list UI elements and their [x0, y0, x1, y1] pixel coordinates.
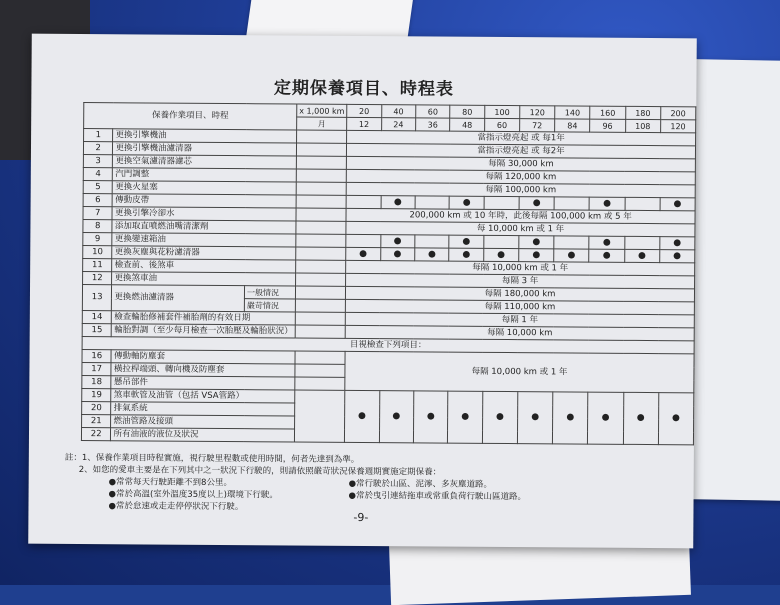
row-number: 1 — [84, 129, 114, 142]
row-interval: 200,000 km 或 10 年時，此後每隔 100,000 km 或 5 年 — [346, 208, 695, 223]
row-label: 橫拉桿端頭、轉向機及防塵套 — [111, 363, 295, 377]
row-number: 10 — [83, 246, 113, 259]
row-label: 煞車軟管及油管（包括 VSA管路） — [111, 389, 295, 403]
header-month: 84 — [555, 119, 590, 132]
schedule-dot: ● — [413, 391, 448, 443]
header-km: 180 — [625, 106, 660, 119]
row-number: 20 — [82, 402, 112, 415]
schedule-dot: ● — [380, 235, 414, 248]
note-condition: ●常於高溫(室外溫度35度以上)環境下行駛。 — [108, 489, 278, 501]
header-km: 20 — [347, 104, 381, 117]
header-month: 48 — [450, 118, 484, 131]
row-number: 16 — [82, 350, 112, 363]
row-label: 傳動軸防塵套 — [111, 350, 295, 364]
row-number: 14 — [82, 311, 112, 324]
row-label: 更換火星塞 — [113, 181, 297, 195]
row-label: 懸吊部件 — [111, 376, 295, 390]
schedule-dot: ● — [624, 249, 659, 262]
header-km: 100 — [484, 105, 519, 118]
row-number: 11 — [83, 259, 113, 272]
row-interval: 當指示燈亮起 或 每1年 — [347, 130, 696, 145]
row-number: 8 — [83, 220, 113, 233]
row-number: 15 — [82, 324, 112, 337]
schedule-dot: ● — [380, 248, 414, 261]
row-sub-label: 嚴苛情況 — [244, 299, 295, 312]
row-label: 輪胎對調（至少每月檢查一次胎壓及輪胎狀況） — [112, 324, 296, 338]
manual-page — [28, 34, 697, 549]
row-number: 6 — [83, 194, 113, 207]
row-label: 更換引擎機油 — [113, 129, 297, 143]
row-number: 7 — [83, 207, 113, 220]
row-number: 21 — [82, 415, 112, 428]
row-label: 更換燃油濾清器 — [112, 285, 245, 312]
header-km: 140 — [555, 106, 590, 119]
note-2: 2、如您的愛車主要是在下列其中之一狀況下行駛的，則請依照嚴苛狀況保養週期實施定期保養： — [78, 465, 442, 478]
header-month: 60 — [484, 118, 519, 131]
row-interval: 每 10,000 km 或 1 年 — [346, 221, 695, 236]
page-number: -9- — [353, 510, 369, 525]
note-condition: ●常於怠速或走走停停狀況下行駛。 — [108, 501, 244, 513]
schedule-dot: ● — [589, 236, 624, 249]
row-interval: 每隔 120,000 km — [346, 169, 695, 184]
schedule-dot: ● — [589, 249, 624, 262]
row-number: 2 — [83, 142, 113, 155]
header-km-unit: x 1,000 km — [297, 104, 347, 117]
row-interval: 每隔 180,000 km — [346, 286, 695, 301]
row-number: 9 — [83, 233, 113, 246]
schedule-dot: ● — [554, 249, 589, 262]
row-interval: 每隔 3 年 — [346, 273, 695, 288]
row-label: 所有油液的液位及狀況 — [111, 428, 295, 442]
row-label: 更換灰塵與花粉濾清器 — [112, 246, 296, 260]
schedule-dot: ● — [346, 247, 380, 260]
schedule-dot: ● — [658, 393, 694, 445]
row-interval: 每隔 110,000 km — [346, 299, 695, 314]
page-title: 定期保養項目、時程表 — [273, 78, 454, 100]
schedule-dot: ● — [415, 248, 449, 261]
header-km: 160 — [590, 106, 625, 119]
schedule-dot: ● — [345, 390, 380, 442]
row-label: 汽門調整 — [113, 168, 297, 182]
row-label: 更換引擎冷卻水 — [112, 207, 296, 221]
schedule-dot: ● — [519, 249, 554, 262]
row-interval: 每隔 10,000 km — [345, 325, 694, 340]
row-label: 更換煞車油 — [112, 272, 296, 286]
header-month: 120 — [660, 120, 695, 133]
row-number: 5 — [83, 181, 113, 194]
schedule-dot: ● — [660, 198, 695, 211]
schedule-dot: ● — [449, 235, 483, 248]
visual-check-heading: 目視檢查下列項目： — [82, 337, 694, 354]
row-interval: 每隔 30,000 km — [347, 156, 696, 171]
schedule-dot: ● — [519, 197, 554, 210]
row-number: 13 — [82, 285, 112, 311]
row-interval: 當指示燈亮起 或 每2年 — [347, 143, 696, 158]
header-month: 36 — [416, 118, 450, 131]
schedule-dot: ● — [660, 237, 695, 250]
header-km: 60 — [416, 105, 450, 118]
note-condition: ●常行駛於山區、泥濘、多灰塵道路。 — [348, 478, 493, 490]
background-paper-right — [686, 59, 780, 501]
note-condition: ●常於曳引連結拖車或常重負荷行駛山區道路。 — [348, 490, 527, 503]
row-number: 12 — [83, 272, 113, 285]
row-label: 更換空氣濾清器濾芯 — [113, 155, 297, 169]
row-label: 排氣系統 — [111, 402, 295, 416]
header-km: 80 — [450, 105, 484, 118]
maintenance-schedule-table — [81, 102, 696, 445]
row-number: 18 — [82, 376, 112, 389]
header-km: 40 — [381, 105, 415, 118]
row-number: 22 — [81, 428, 111, 441]
header-item-label: 保養作業項目、時程 — [84, 103, 297, 130]
row-label: 檢查輪胎修補套件補胎劑的有效日期 — [112, 311, 296, 325]
schedule-dot: ● — [449, 248, 483, 261]
row-number: 4 — [83, 168, 113, 181]
schedule-dot: ● — [483, 248, 518, 261]
schedule-dot: ● — [449, 196, 483, 209]
row-interval: 每隔 1 年 — [345, 312, 694, 327]
schedule-dot: ● — [517, 392, 553, 444]
schedule-dot: ● — [448, 391, 483, 443]
schedule-dot: ● — [589, 197, 624, 210]
header-month: 96 — [590, 119, 625, 132]
header-month-unit: 月 — [297, 117, 347, 130]
row-label: 燃油管路及接頭 — [111, 415, 295, 429]
row-label: 添加取直噴燃油嘴清潔劑 — [112, 220, 296, 234]
schedule-dot: ● — [482, 391, 518, 443]
header-km: 120 — [520, 106, 555, 119]
row-interval: 每隔 10,000 km 或 1 年 — [346, 260, 695, 275]
schedule-dot: ● — [588, 392, 624, 444]
row-number: 3 — [83, 155, 113, 168]
row-label: 更換引擎機油濾清器 — [113, 142, 297, 156]
row-label: 傳動皮帶 — [113, 194, 297, 208]
note-1: 註：1、保養作業項目時程實施，視行駛里程數或使用時間，何者先達到為準。 — [64, 452, 360, 465]
row-interval: 每隔 10,000 km 或 1 年 — [345, 351, 694, 392]
schedule-dot: ● — [519, 236, 554, 249]
note-condition: ●常常每天行駛距離不到8公里。 — [108, 477, 233, 489]
row-number: 19 — [82, 389, 112, 402]
schedule-dot: ● — [379, 391, 414, 443]
schedule-dot: ● — [381, 196, 415, 209]
schedule-dot: ● — [623, 392, 659, 444]
header-month: 12 — [347, 117, 381, 130]
row-interval: 每隔 100,000 km — [346, 182, 695, 197]
header-month: 72 — [520, 119, 555, 132]
schedule-dot: ● — [553, 392, 589, 444]
row-label: 檢查前、後煞車 — [112, 259, 296, 273]
notes-section — [64, 452, 558, 515]
row-sub-label: 一般情況 — [244, 286, 295, 299]
header-month: 24 — [381, 118, 415, 131]
schedule-dot: ● — [659, 250, 694, 263]
header-month: 108 — [625, 119, 660, 132]
row-number: 17 — [82, 363, 112, 376]
header-km: 200 — [660, 107, 695, 120]
row-label: 更換變速箱油 — [112, 233, 296, 247]
